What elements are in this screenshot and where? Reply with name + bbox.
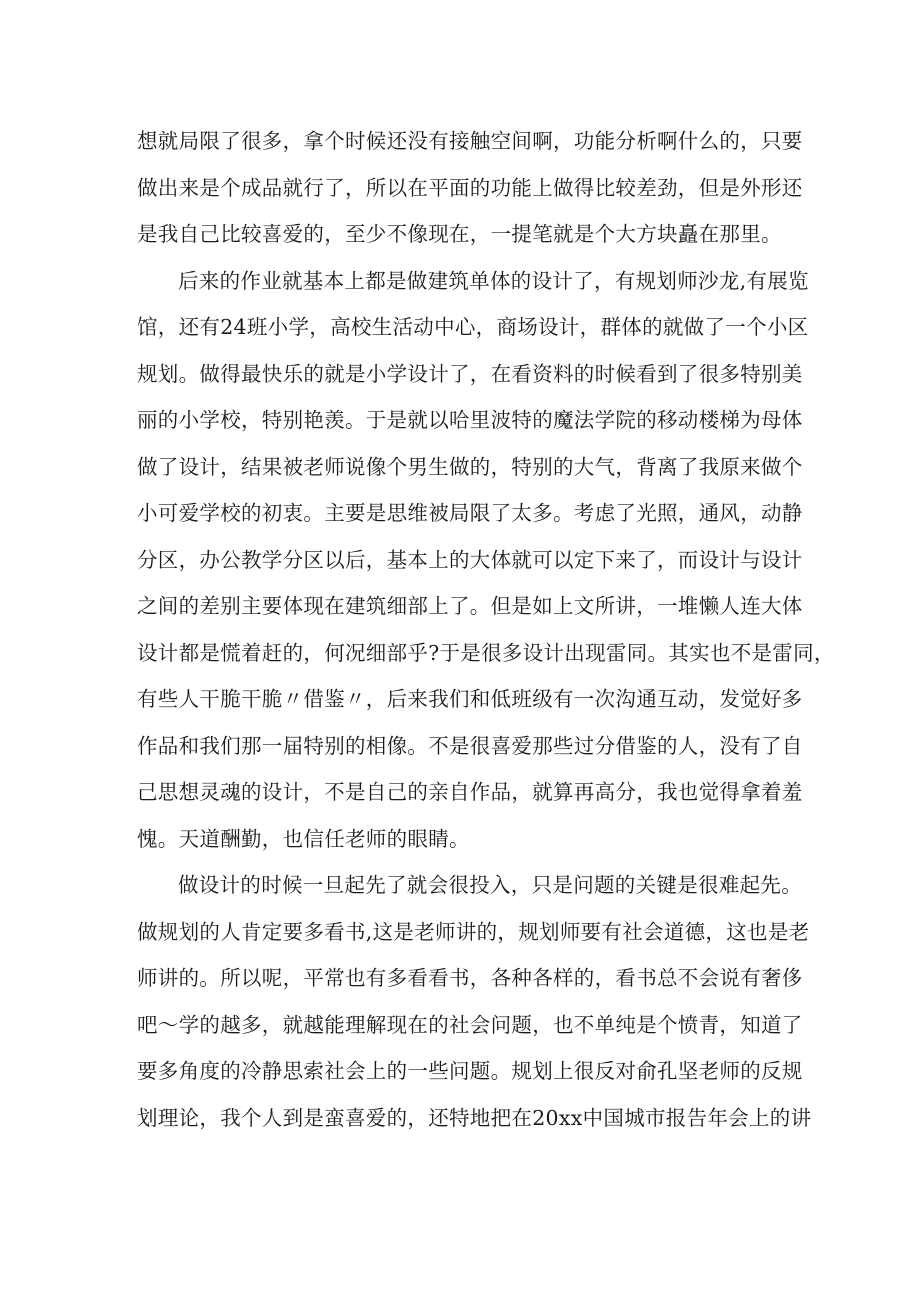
text-line: 作品和我们那一届特别的相像。不是很喜爱那些过分借鉴的人，没有了自: [137, 733, 803, 758]
text-line: 馆，还有24班小学，高校生活动中心，商场设计，群体的就做了一个小区: [137, 315, 809, 339]
text-line: 小可爱学校的初衷。主要是思维被局限了太多。考虑了光照，通风，动静: [137, 501, 803, 525]
text-line: 规划。做得最快乐的就是小学设计了，在看资料的时候看到了很多特别美: [137, 361, 803, 386]
text-line: 设计都是慌着赶的，何况细部乎?于是很多设计出现雷同。其实也不是雷同，: [137, 640, 835, 665]
text-line: 是我自己比较喜爱的，至少不像现在，一提笔就是个大方块矗在那里。: [137, 222, 782, 246]
document-body: [137, 118, 835, 1141]
text-line: 做设计的时候一旦起先了就会很投入，只是问题的关键是很难起先。: [178, 873, 802, 897]
text-line: 己思想灵魂的设计，不是自己的亲自作品，就算再高分，我也觉得拿着羞: [137, 780, 803, 804]
text-line: 做规划的人肯定要多看书,这是老师讲的，规划师要有社会道德，这也是老: [137, 919, 810, 944]
text-line: 想就局限了很多，拿个时候还没有接触空间啊，功能分析啊什么的，只要: [137, 129, 803, 153]
text-line: 愧。天道酬勤，也信任老师的眼睛。: [137, 826, 470, 851]
text-line: 做了设计，结果被老师说像个男生做的，特别的大气，背离了我原来做个: [137, 454, 803, 479]
text-line: 之间的差别主要体现在建筑细部上了。但是如上文所讲，一堆懒人连大体: [137, 594, 803, 618]
text-line: 有些人干脆干脆〃借鉴〃，后来我们和低班级有一次沟通互动，发觉好多: [137, 687, 803, 711]
text-line: 丽的小学校，特别艳羡。于是就以哈里波特的魔法学院的移动楼梯为母体: [137, 408, 803, 432]
text-line: 分区，办公教学分区以后，基本上的大体就可以定下来了，而设计与设计: [137, 547, 803, 572]
text-line: 吧～学的越多，就越能理解现在的社会问题，也不单纯是个愤青，知道了: [137, 1012, 803, 1037]
text-line: 划理论，我个人到是蛮喜爱的，还特地把在20xx中国城市报告年会上的讲: [137, 1105, 812, 1130]
text-line: 后来的作业就基本上都是做建筑单体的设计了，有规划师沙龙,有展览: [178, 268, 809, 293]
text-line: 师讲的。所以呢，平常也有多看看书，各种各样的，看书总不会说有奢侈: [137, 966, 803, 990]
text-line: 要多角度的冷静思索社会上的一些问题。规划上很反对俞孔坚老师的反规: [137, 1059, 803, 1083]
text-line: 做出来是个成品就行了，所以在平面的功能上做得比较差劲，但是外形还: [137, 175, 803, 200]
